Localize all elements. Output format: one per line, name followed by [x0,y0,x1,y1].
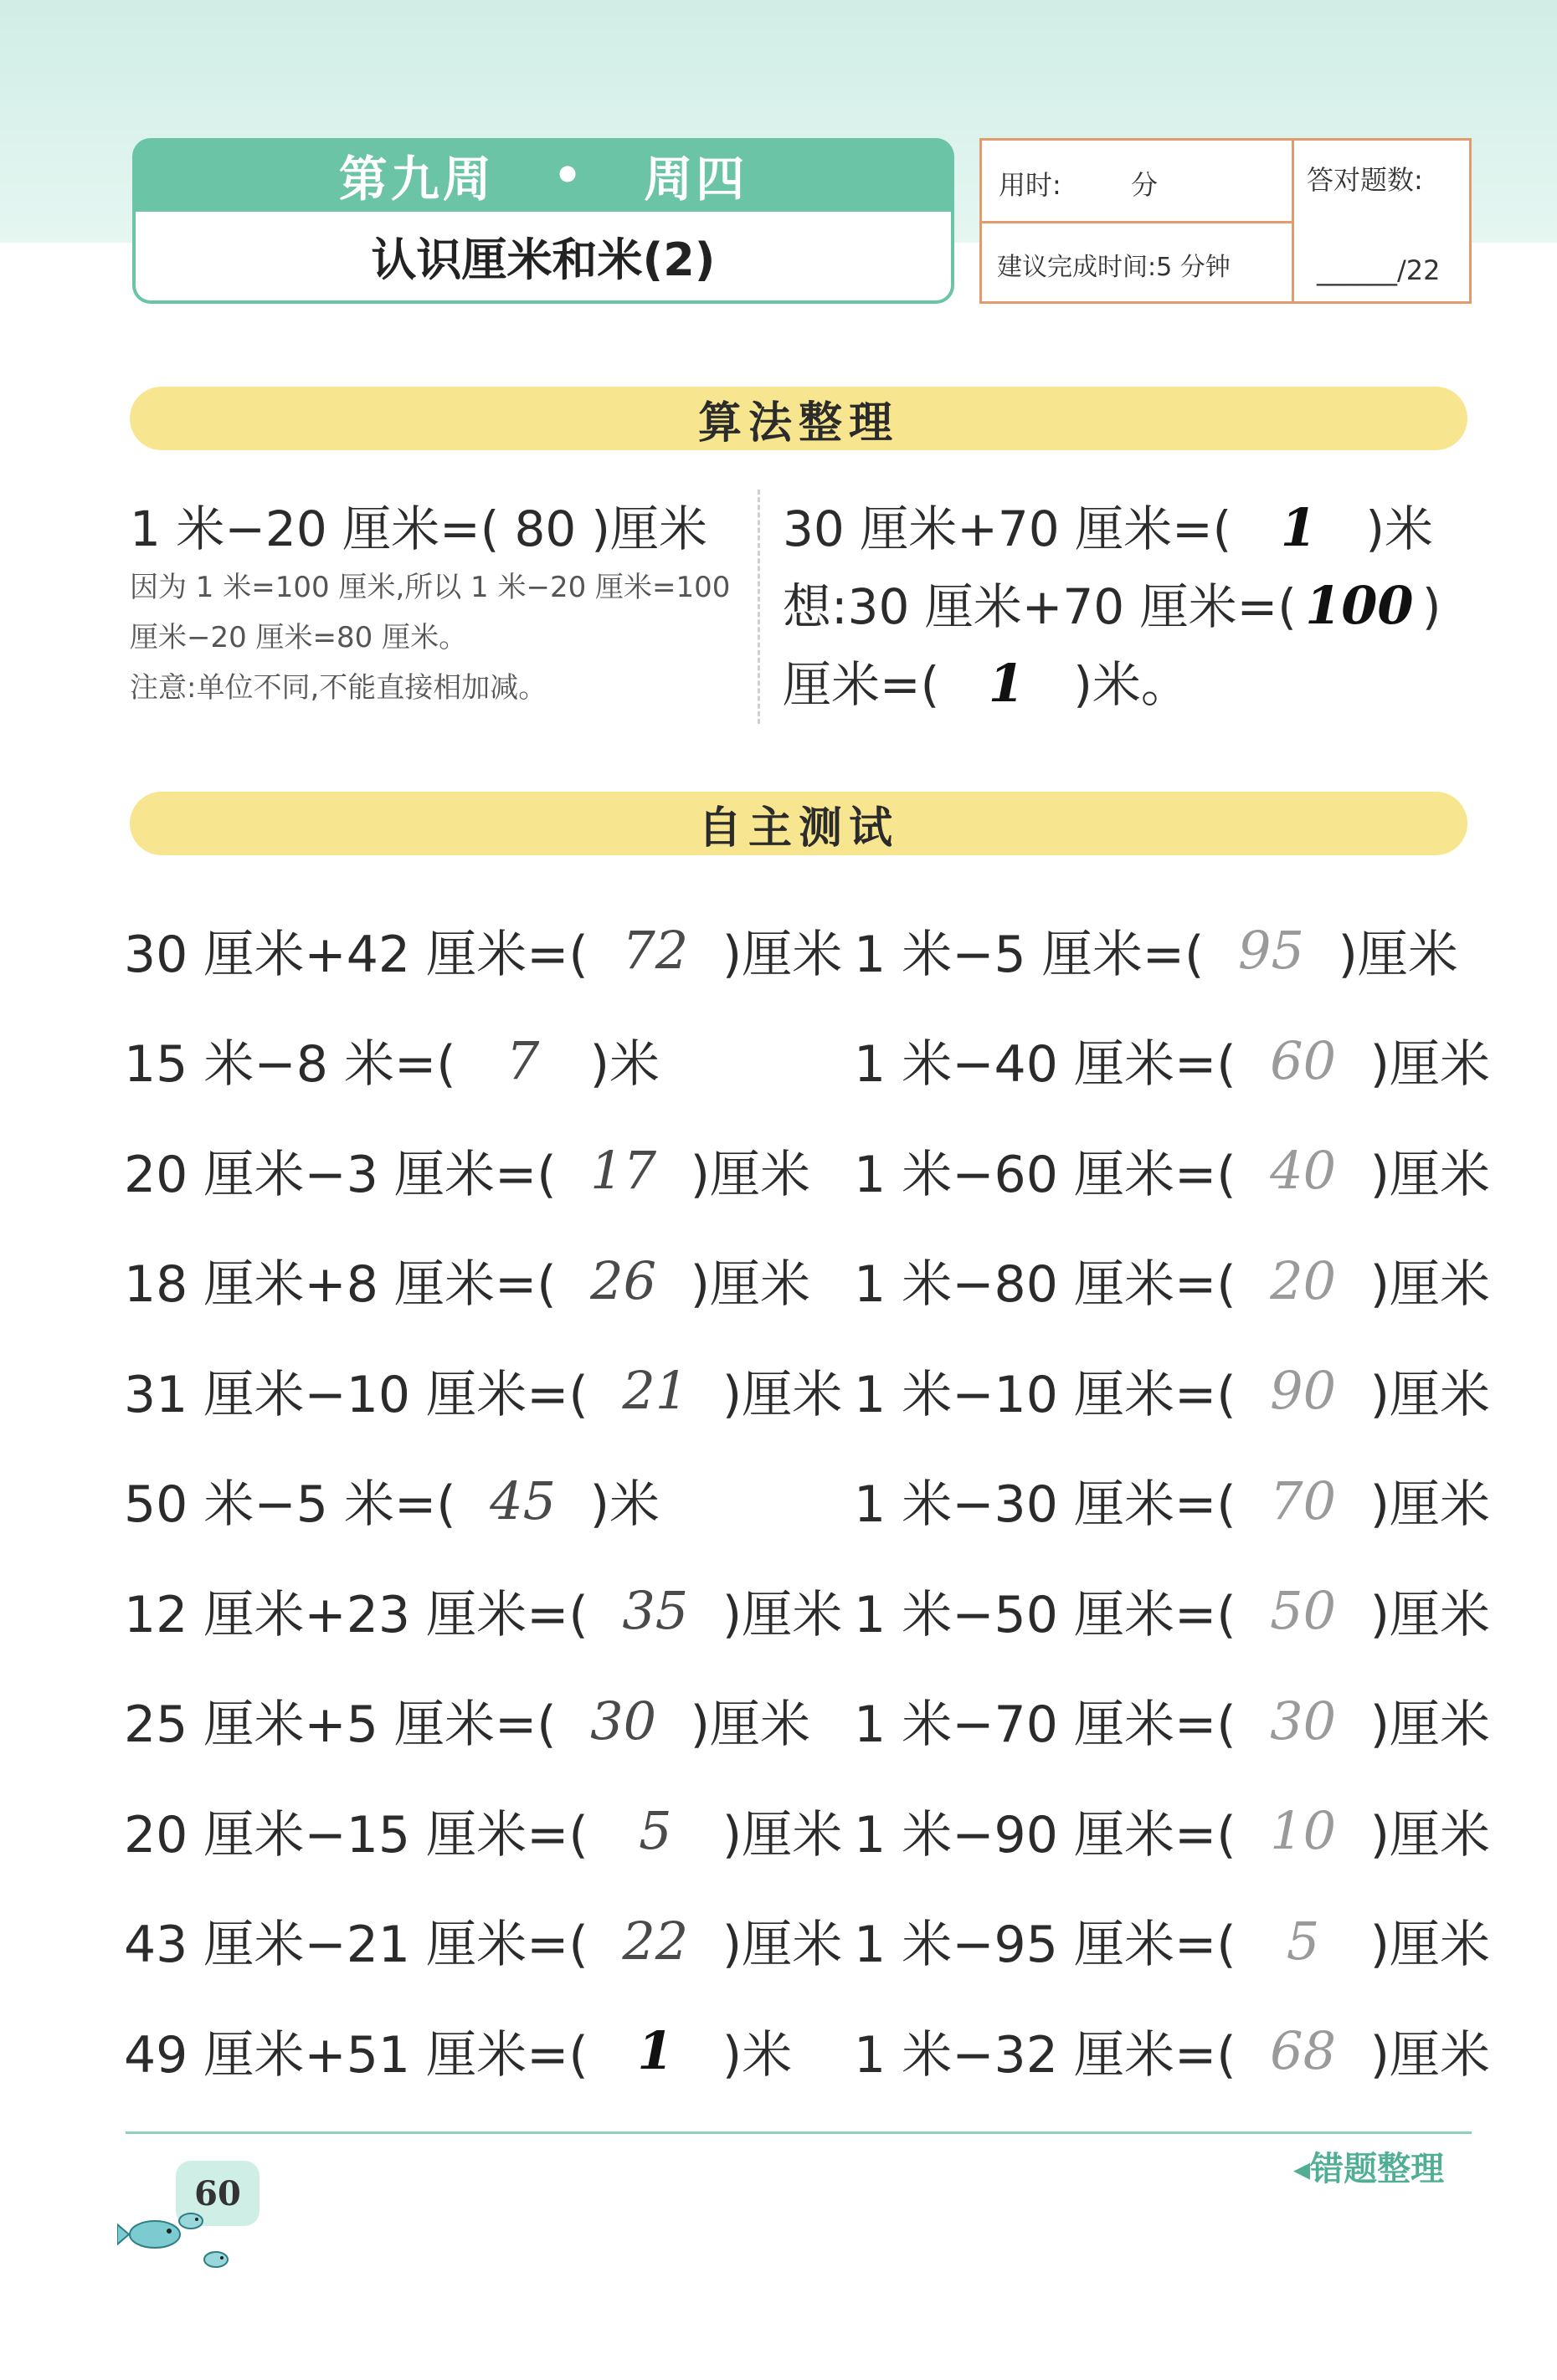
test-banner: 自主测试 [130,792,1467,855]
exercise-answer[interactable]: 10 [1270,1800,1337,1862]
exercise-column-left [124,895,844,2106]
method-left [130,490,749,710]
exercise-question: 1 米−5 厘米=( [854,925,1205,984]
exercise-answer[interactable]: 60 [1270,1029,1337,1091]
exercise-unit: )厘米 [1369,2025,1490,2085]
exercise-question: 1 米−40 厘米=( [854,1035,1236,1095]
method-right [783,490,1477,723]
bottom-rule [126,2131,1472,2134]
method-right-line-3 [783,645,1477,723]
method-divider [758,490,760,724]
exercise-question: 12 厘米+23 厘米=( [124,1585,588,1644]
exercise-row [854,1776,1490,1886]
exercise-question: 1 米−95 厘米=( [854,1916,1236,1975]
week-day-header [132,138,954,212]
exercise-unit: )米 [589,1035,660,1095]
exercise-unit: )厘米 [1369,1585,1490,1644]
exercise-answer[interactable]: 21 [622,1360,689,1422]
suggested-time: 建议完成时间:5 分钟 [997,253,1231,282]
exercise-answer[interactable]: 72 [622,920,689,982]
exercise-unit: )厘米 [690,1145,811,1204]
exercise-answer[interactable]: 40 [1270,1140,1337,1202]
exercise-question: 30 厘米+42 厘米=( [124,925,588,984]
exercise-answer[interactable]: 1 [637,2020,674,2082]
week-label: 第九周 [338,151,495,208]
exercise-answer[interactable]: 5 [639,1800,672,1862]
exercise-row [854,1226,1490,1336]
correct-count-total: ______/22 [1317,254,1441,286]
exercise-answer[interactable]: 22 [622,1910,689,1972]
method-note-3: 注意:单位不同,不能直接相加减。 [130,671,547,705]
exercise-unit: )厘米 [1369,1916,1490,1975]
wrong-review-link[interactable]: ◂错题整理 [1293,2150,1445,2188]
exercise-row [124,1446,844,1557]
exercise-answer[interactable]: 90 [1270,1360,1337,1422]
exercise-row [854,895,1490,1006]
exercise-question: 1 米−30 厘米=( [854,1475,1236,1535]
method-right-q1: 30 厘米+70 厘米=( [783,500,1232,557]
time-label: 用时: [999,169,1061,201]
score-divider-h [982,221,1292,223]
exercise-row [854,1666,1490,1777]
exercise-row [124,1006,844,1116]
exercise-answer[interactable]: 7 [506,1029,540,1091]
method-right-line-1 [783,490,1477,567]
method-right-u3: )米。 [1073,656,1190,713]
exercise-row [124,1666,844,1777]
exercise-unit: )厘米 [1369,1145,1490,1204]
exercise-unit: )厘米 [1369,1365,1490,1424]
exercise-row [854,1996,1490,2106]
exercise-question: 1 米−32 厘米=( [854,2025,1236,2085]
method-note-2: 厘米−20 厘米=80 厘米。 [130,621,468,654]
exercise-row [124,1556,844,1666]
exercise-question: 1 米−70 厘米=( [854,1695,1236,1755]
page-number: 60 [176,2161,260,2226]
exercise-question: 1 米−50 厘米=( [854,1585,1236,1644]
method-right-answer-2[interactable]: 100 [1305,575,1414,636]
exercise-unit: )米 [722,2025,793,2085]
exercise-question: 1 米−10 厘米=( [854,1365,1236,1424]
exercise-question: 50 米−5 米=( [124,1475,456,1535]
exercise-answer[interactable]: 68 [1270,2020,1337,2082]
exercise-row [124,895,844,1006]
separator-dot: • [552,148,586,202]
method-example [130,490,749,560]
exercise-question: 20 厘米−3 厘米=( [124,1145,557,1204]
exercise-unit: )厘米 [1338,925,1458,984]
exercise-unit: )米 [589,1475,660,1535]
time-unit: 分 [1131,169,1159,201]
exercise-question: 25 厘米+5 厘米=( [124,1695,557,1755]
method-right-q3: 厘米=( [783,656,940,713]
exercise-unit: )厘米 [690,1255,811,1315]
exercise-row [124,1886,844,1997]
exercise-unit: )厘米 [1369,1695,1490,1755]
method-right-u1: )米 [1365,500,1433,557]
lesson-title: 认识厘米和米(2) [132,212,954,304]
exercise-answer[interactable]: 17 [590,1140,657,1202]
exercise-question: 1 米−80 厘米=( [854,1255,1236,1315]
exercise-answer[interactable]: 50 [1270,1580,1337,1642]
exercise-row [124,1226,844,1336]
exercise-question: 49 厘米+51 厘米=( [124,2025,588,2085]
exercise-unit: )厘米 [722,1585,843,1644]
exercise-answer[interactable]: 5 [1286,1910,1320,1972]
exercise-question: 31 厘米−10 厘米=( [124,1365,588,1424]
method-right-line-2 [783,567,1477,645]
exercise-answer[interactable]: 70 [1270,1470,1337,1531]
exercise-question: 15 米−8 米=( [124,1035,456,1095]
exercise-answer[interactable]: 95 [1238,920,1304,982]
method-right-q2: 想:30 厘米+70 厘米=( [783,578,1297,635]
score-divider-v [1292,141,1294,301]
exercise-row [124,1336,844,1446]
exercise-question: 1 米−60 厘米=( [854,1145,1236,1204]
exercise-row [854,1446,1490,1557]
fish-decoration-icon [117,2209,243,2285]
exercise-answer[interactable]: 45 [490,1470,557,1531]
exercise-row [854,1116,1490,1226]
exercise-unit: )厘米 [1369,1035,1490,1095]
exercise-row [124,1776,844,1886]
method-example-question: 1 米−20 厘米=( [130,500,500,557]
method-right-answer-1[interactable]: 1 [1280,497,1317,558]
day-label: 周四 [644,151,748,208]
exercise-answer[interactable]: 20 [1270,1249,1337,1311]
exercise-question: 20 厘米−15 厘米=( [124,1805,588,1865]
method-example-unit: )厘米 [591,500,708,557]
exercise-row [854,1336,1490,1446]
exercise-answer[interactable]: 26 [590,1249,657,1311]
exercise-column-right [854,895,1490,2106]
exercise-unit: )厘米 [722,925,843,984]
method-note-1: 因为 1 米=100 厘米,所以 1 米−20 厘米=100 [130,571,731,604]
exercise-row [854,1886,1490,1997]
exercise-unit: )厘米 [1369,1475,1490,1535]
exercise-question: 43 厘米−21 厘米=( [124,1916,588,1975]
exercise-row [854,1006,1490,1116]
exercise-question: 1 米−90 厘米=( [854,1805,1236,1865]
exercise-unit: )厘米 [722,1916,843,1975]
method-right-u2: ) [1421,578,1441,635]
exercise-unit: )厘米 [722,1365,843,1424]
exercise-row [854,1556,1490,1666]
exercise-unit: )厘米 [722,1805,843,1865]
exercise-row [124,1996,844,2106]
exercise-unit: )厘米 [1369,1255,1490,1315]
exercise-answer[interactable]: 30 [1270,1690,1337,1752]
correct-count-label: 答对题数: [1307,164,1423,196]
score-box [979,138,1472,304]
exercise-answer[interactable]: 30 [590,1690,657,1752]
exercise-question: 18 厘米+8 厘米=( [124,1255,557,1315]
lesson-title-block [132,138,954,305]
exercise-row [124,1116,844,1226]
exercise-answer[interactable]: 35 [622,1580,689,1642]
method-banner: 算法整理 [130,387,1467,450]
exercise-unit: )厘米 [1369,1805,1490,1865]
method-example-answer: 80 [514,500,577,557]
exercise-unit: )厘米 [690,1695,811,1755]
method-right-answer-3[interactable]: 1 [988,653,1025,714]
